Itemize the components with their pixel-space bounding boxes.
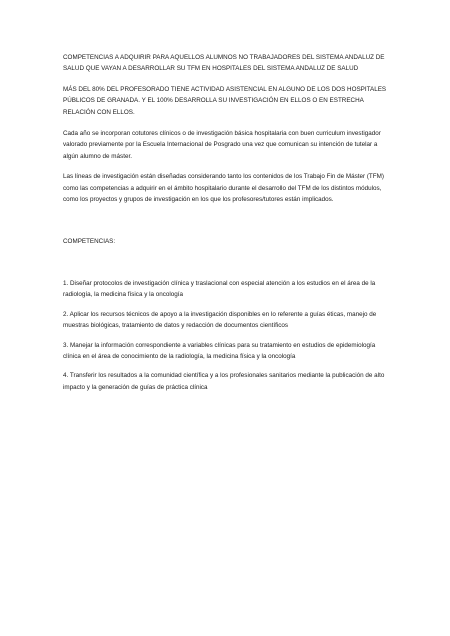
document-heading: COMPETENCIAS A ADQUIRIR PARA AQUELLOS ALUMNOS NO TRABAJADORES DEL SISTEMA ANDALUZ DE SALUD QUE VAYAN A DESARROLLAR SU TFM EN HOSPITALES DEL SISTEMA ANDALUZ DE SALUD bbox=[63, 54, 385, 73]
competency-item-4: 4. Transferir los resultados a la comunidad científica y a los profesionales sanitarios mediante la publicación de alto impacto y la generación de guías de práctica clínica bbox=[63, 372, 385, 391]
research-lines-paragraph: Las líneas de investigación están diseñadas considerando tanto los contenidos de los Trabajo Fin de Máster (TFM) como las competencias a adquirir en el ámbito hospitalario durante el desarrollo del TFM de los distintos módulos, como los proyectos y grupos de investigación en los que los profesores/tutores están implicados. bbox=[63, 173, 384, 204]
staff-paragraph: MÁS DEL 80% DEL PROFESORADO TIENE ACTIVIDAD ASISTENCIAL EN ALGUNO DE LOS DOS HOSPITALES PÚBLICOS DE GRANADA. Y EL 100% DESARROLLA SU INVESTIGACIÓN EN ELLOS O EN ESTRECHA RELACIÓN CON ELLOS. bbox=[63, 85, 387, 116]
document-body bbox=[63, 52, 389, 393]
competency-item-1: 1. Diseñar protocolos de investigación clínica y traslacional con especial atención a los estudios en el área de la radiología, la medicina física y la oncología bbox=[63, 279, 376, 299]
competencies-title: COMPETENCIAS: bbox=[63, 238, 116, 246]
competency-item-2: 2. Aplicar los recursos técnicos de apoyo a la investigación disponibles en lo referente a guías éticas, manejo de muestras biológicas, tratamiento de datos y redacción de documentos científicos bbox=[63, 310, 377, 330]
competency-item-3: 3. Manejar la información correspondiente a variables clínicas para su tratamiento en estudios de epidemiología clínica en el área de conocimiento de la radiología, la medicina física y la oncología bbox=[63, 341, 376, 360]
intro-paragraph: Cada año se incorporan cotutores clínicos o de investigación básica hospitalaria con buen curriculum investigador valorado previamente por la Escuela Internacional de Posgrado una vez que comunican su intención de tutelar a algún alumno de máster. bbox=[63, 130, 381, 160]
